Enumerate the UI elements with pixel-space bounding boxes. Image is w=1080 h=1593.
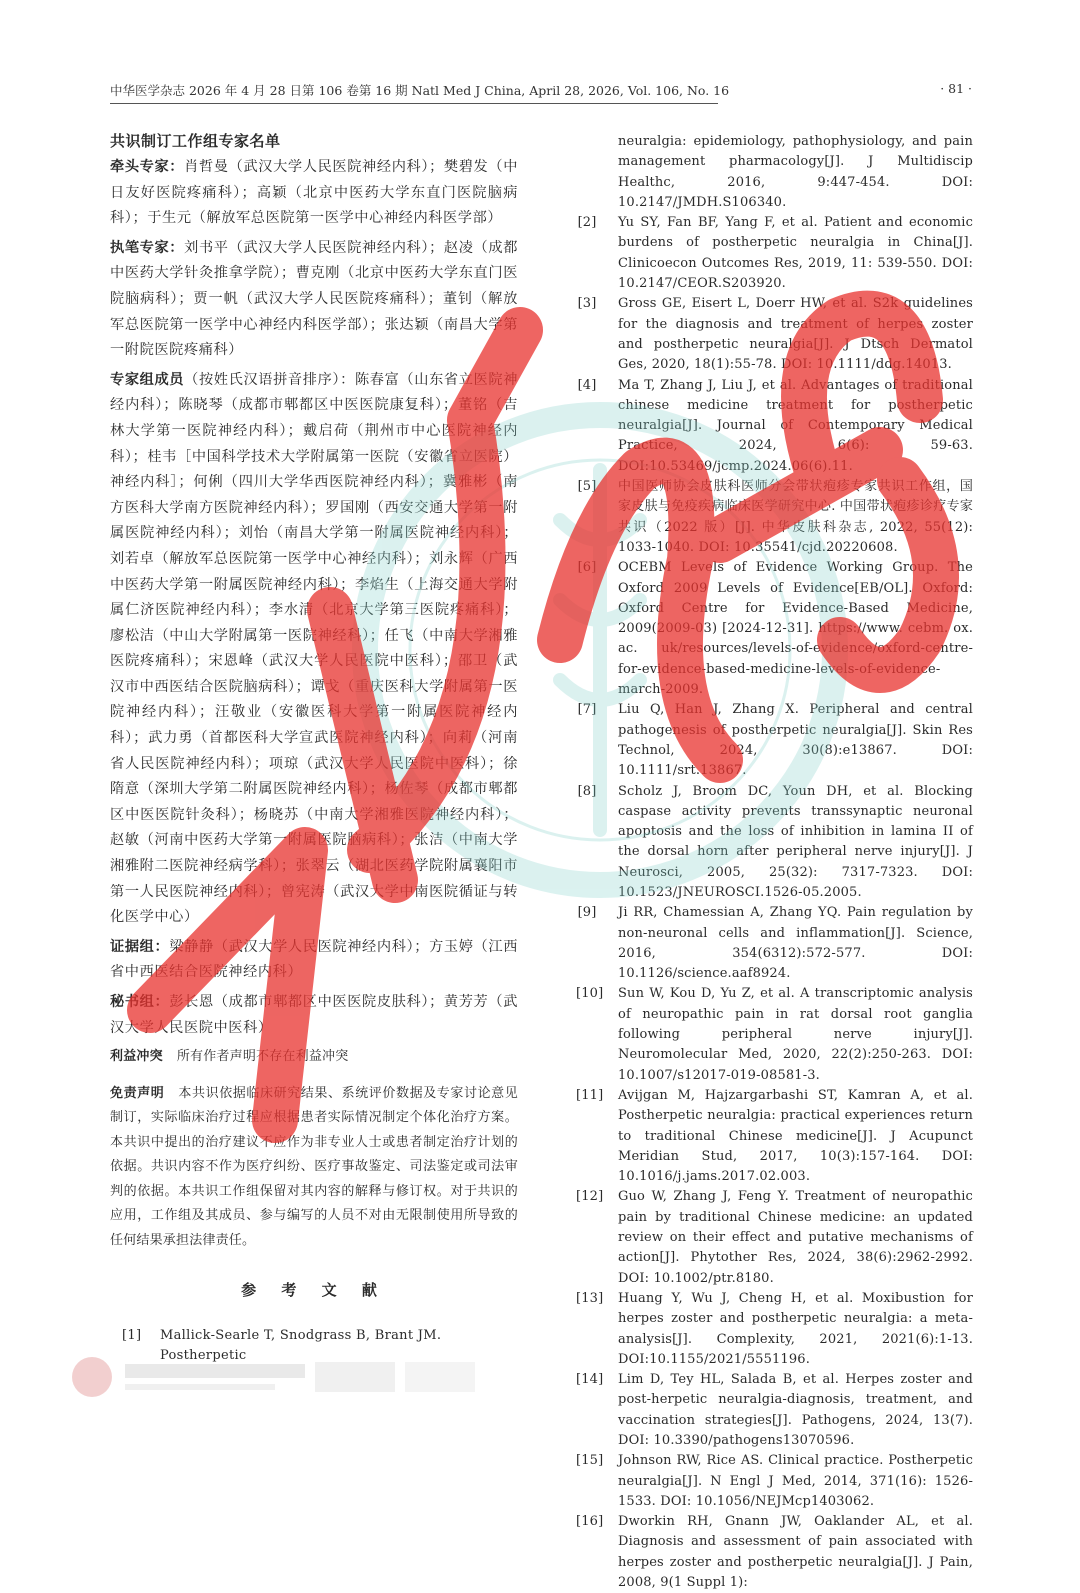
reference-number: [9] [577, 905, 597, 921]
reference-text: Ma T, Zhang J, Liu J, et al. Advantages of traditional chinese medicine treatment for postherpetic neuralgia[J]. Journal of Contemporary Medical Practice, 2024, 6(6): 59-63. DOI:10.53469/jcmp.2024.06(6).11. [618, 377, 973, 474]
reference-text: Mallick-Searle T, Snodgrass B, Brant JM. Postherpetic [160, 1328, 442, 1364]
reference-9 [576, 903, 973, 984]
reference-3 [576, 294, 973, 375]
secretary-group-label: 秘书组： [110, 994, 170, 1010]
reference-number: [5] [577, 479, 597, 495]
reference-number: [15] [576, 1453, 604, 1469]
reference-12 [576, 1187, 973, 1288]
reference-text: Huang Y, Wu J, Cheng H, et al. Moxibustion for herpes zoster and postherpetic neuralgia: a meta-analysis[J]. Complexity, 2021, 2021(6):1-13. DOI:10.1155/2021/5551196. [618, 1290, 973, 1367]
reference-text: Lim D, Tey HL, Salada B, et al. Herpes zoster and post-herpetic neuralgia-diagnosis, treatment, and vaccination strategies[J]. Pathogens, 2024, 13(7). DOI: 10.3390/pathogens13070596. [618, 1372, 973, 1448]
reference-number: [10] [576, 986, 604, 1002]
reference-text: Sun W, Kou D, Yu Z, et al. A transcriptomic analysis of neuropathic pain in rat dorsal root ganglia following peripheral nerve injury[J]. Neuromolecular Med, 2020, 22(2):250-263. DOI: 10.1007/s12017-019-08581-3. [618, 986, 973, 1083]
evidence-group-text: 梁静静（武汉大学人民医院神经内科）；方玉婷（江西省中西医结合医院神经内科） [110, 938, 518, 981]
reference-number: [14] [576, 1372, 604, 1388]
reference-1-continued: neuralgia: epidemiology, pathophysiology, and pain management pharmacology[J]. J Multidiscip Healthc, 2016, 9:447-454. DOI: 10.2147/JMDH.S106340. [618, 134, 973, 210]
conflict-label: 利益冲突 [110, 1049, 163, 1065]
reference-text: Dworkin RH, Gnann JW, Oaklander AL, et al. Diagnosis and assessment of pain associated with herpes zoster and postherpetic neuralgia[J]. J Pain, 2008, 9(1 Suppl 1): [618, 1514, 973, 1591]
reference-14 [576, 1370, 973, 1451]
writing-experts-text: 刘书平（武汉大学人民医院神经内科）；赵凌（成都中医药大学针灸推拿学院）；曹克刚（北京中医药大学东直门医院脑病科）；贾一帆（武汉大学人民医院疼痛科）；董钊（解放军总医院第一医学中心神经内科医学部）；张达颖（南昌大学第一附院医院疼痛科） [110, 239, 518, 359]
reference-text: Liu Q, Han J, Zhang X. Peripheral and central pathogenesis of postherpetic neuralgia[J]. Skin Res Technol, 2024, 30(8):e13867. DOI: 10.1111/srt.13867. [618, 702, 973, 779]
reference-15 [576, 1451, 973, 1512]
conflict-of-interest [110, 1045, 518, 1070]
reference-text: OCEBM Levels of Evidence Working Group. The Oxford 2009 Levels of Evidence[EB/OL]. Oxford: Oxford Centre for Evidence-Based Medicine, 2009(2009-03) [2024-12-31]. https://www. cebm. ox. ac. uk/resources/levels-of-evidence/oxford-centre-for-evidence-based-medicine-levels-of-evidence-march-2009. [618, 560, 973, 698]
reference-4 [576, 376, 973, 477]
writing-experts [110, 236, 518, 364]
reference-2 [576, 213, 973, 294]
reference-text: 中国医师协会皮肤科医师分会带状疱疹专家共识工作组，国家皮肤与免疫疾病临床医学研究中心. 中国带状疱疹诊疗专家共识（2022 版）[J]. 中华皮肤科杂志, 2022, 55(12): 1033-1040. DOI: 10.35541/cjd.20220608. [618, 479, 973, 555]
left-column [110, 130, 518, 1366]
journal-citation: 中华医学杂志 2026 年 4 月 28 日第 106 卷第 16 期 Natl Med J China, April 28, 2026, Vol. 106, No. 16 [110, 83, 730, 98]
reference-10 [576, 984, 973, 1085]
reference-6 [576, 558, 973, 700]
evidence-group-label: 证据组： [110, 938, 170, 955]
right-column [576, 132, 973, 1593]
expert-members-text: （按姓氏汉语拼音排序）：陈春富（山东省立医院神经内科）；陈晓琴（成都市郫都区中医医院康复科）；董铭（吉林大学第一医院神经内科）；戴启荷（荆州市中心医院神经内科）；桂韦［中国科学技术大学附属第一医院（安徽省立医院）神经内科］；何俐（四川大学华西医院神经内科）；冀雅彬（南方医科大学南方医院神经内科）；罗国刚（西安交通大学第一附属医院神经内科）；刘怡（南昌大学第一附属医院神经内科）；刘若卓（解放军总医院第一医学中心神经内科）；刘永辉（广西中医药大学第一附属医院神经内科）；李焰生（上海交通大学附属仁济医院神经内科）；李水清（北京大学第三医院疼痛科）；廖松洁（中山大学附属第一医院神经科）；任飞（中南大学湘雅医院疼痛科）；宋恩峰（武汉大学人民医院中医科）；邵卫（武汉市中西医结合医院脑病科）；谭戈（重庆医科大学附属第一医院神经内科）；汪敬业（安徽医科大学第一附属医院神经内科）；武力勇（首都医科大学宣武医院神经内科）；向莉（河南省人民医院神经内科）；项琼（武汉大学人民医院中医科）；徐隋意（深圳大学第二附属医院神经内科）；杨佐琴（成都市郫都区中医医院针灸科）；杨晓苏（中南大学湘雅医院神经内科）；赵敏（河南中医药大学第一附属医院脑病科）；张洁（中南大学湘雅附二医院神经病学科）；张翠云（湖北医药学院附属襄阳市第一人民医院神经内科）；曾宪涛（武汉大学中南医院循证与转化医学中心） [110, 371, 518, 926]
conflict-text: 所有作者声明不存在利益冲突 [176, 1049, 349, 1065]
reference-list [576, 213, 973, 1593]
secretary-group [110, 990, 518, 1041]
reference-number: [6] [577, 560, 597, 576]
reference-text: Ji RR, Chamessian A, Zhang YQ. Pain regulation by non-neuronal cells and inflammation[J]. Science, 2016, 354(6312):572-577. DOI: 10.1126/science.aaf8924. [618, 905, 973, 982]
reference-text: Gross GE, Eisert L, Doerr HW, et al. S2k guidelines for the diagnosis and treatment of herpes zoster and postherpetic neuralgia[J]. J Dtsch Dermatol Ges, 2020, 18(1):55-78. DOI: 10.1111/ddg.14013. [618, 296, 973, 373]
reference-11 [576, 1086, 973, 1187]
evidence-group [110, 935, 518, 986]
secretary-group-text: 彭长恩（成都市郫都区中医医院皮肤科）；黄芳芳（武汉大学人民医院中医科） [110, 994, 518, 1036]
lead-experts [110, 155, 518, 232]
reference-number: [4] [577, 377, 597, 393]
reference-number: [2] [577, 215, 597, 231]
reference-text: Guo W, Zhang J, Feng Y. Treatment of neuropathic pain by traditional Chinese medicine: an updated review on their effect and putative mechanisms of action[J]. Phytother Res, 2024, 38(6):2962-2992. DOI: 10.1002/ptr.8180. [618, 1189, 973, 1286]
reference-13 [576, 1289, 973, 1370]
lead-experts-text: 肖哲曼（武汉大学人民医院神经内科）；樊碧发（中日友好医院疼痛科）；高颖（北京中医药大学东直门医院脑病科）；于生元（解放军总医院第一医学中心神经内科医学部） [110, 159, 518, 227]
reference-number: [7] [577, 702, 597, 718]
disclaimer-label: 免责声明 [110, 1085, 165, 1101]
disclaimer-text: 本共识依据临床研究结果、系统评价数据及专家讨论意见制订，实际临床治疗过程应根据患者实际情况制定个体化治疗方案。本共识中提出的治疗建议不应作为非专业人士或患者制定治疗计划的依据。共识内容不作为医疗纠纷、医疗事故鉴定、司法鉴定或司法审判的依据。本共识工作组保留对其内容的解释与修订权。对于共识的应用，工作组及其成员、参与编写的人员不对由无限制使用所导致的任何结果承担法律责任。 [110, 1085, 518, 1248]
reference-7 [576, 700, 973, 781]
expert-members [110, 368, 518, 931]
committee-title: 共识制订工作组专家名单 [110, 132, 281, 150]
reference-number: [3] [577, 296, 597, 312]
lead-experts-label: 牵头专家： [110, 159, 185, 175]
reference-text: Avijgan M, Hajzargarbashi ST, Kamran A, et al. Postherpetic neuralgia: practical experiences return to traditional Chinese medicine[J]. J Acupunct Meridian Stud, 2017, 10(3):157-164. DOI: 10.1016/j.jams.2017.02.003. [618, 1087, 973, 1185]
reference-number: [13] [576, 1290, 604, 1306]
publisher-logo [70, 1352, 480, 1402]
reference-text: Scholz J, Broom DC, Youn DH, et al. Blocking caspase activity prevents transsynaptic neuronal apoptosis and the loss of inhibition in lamina II of the dorsal horn after peripheral nerve injury[J]. J Neurosci, 2005, 25(32): 7317-7323. DOI: 10.1523/JNEUROSCI.1526-05.2005. [618, 783, 973, 900]
disclaimer [110, 1082, 518, 1254]
reference-16 [576, 1512, 973, 1593]
writing-experts-label: 执笔专家： [110, 239, 185, 256]
references-heading: 参 考 文 献 [241, 1281, 387, 1300]
expert-members-label: 专家组成员 [110, 371, 185, 388]
reference-8 [576, 782, 973, 904]
reference-number: [16] [576, 1514, 604, 1530]
reference-number: [11] [576, 1087, 604, 1103]
header-rule [110, 103, 718, 104]
reference-text: Yu SY, Fan BF, Yang F, et al. Patient and economic burdens of postherpetic neuralgia in China[J]. Clinicoecon Outcomes Res, 2019, 11: 539-550. DOI: 10.2147/CEOR.S203920. [618, 215, 973, 292]
running-header [110, 81, 972, 101]
reference-text: Johnson RW, Rice AS. Clinical practice. Postherpetic neuralgia[J]. N Engl J Med, 2014, 371(16): 1526-1533. DOI: 10.1056/NEJMcp1403062. [618, 1453, 973, 1509]
reference-number: [8] [577, 783, 597, 799]
page-number: · 81 · [940, 81, 972, 96]
reference-5 [576, 477, 973, 558]
reference-number: [1] [122, 1328, 142, 1344]
reference-number: [12] [576, 1189, 604, 1205]
